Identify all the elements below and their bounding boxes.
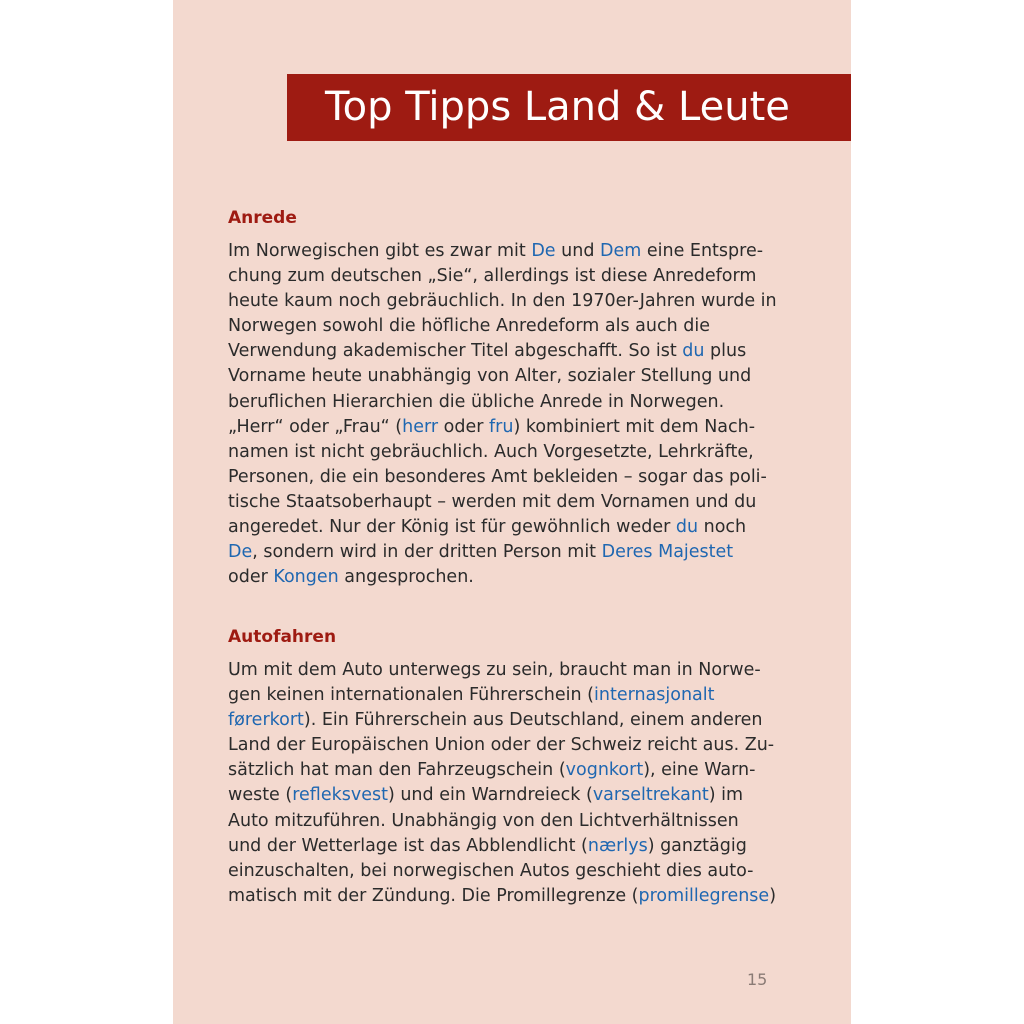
text-segment: und der Wetterlage ist das Abblendlicht ( xyxy=(228,835,588,856)
section-body-anrede xyxy=(228,239,793,590)
text-line xyxy=(228,884,793,909)
text-segment: ). Ein Führerschein aus Deutschland, einem anderen xyxy=(303,710,763,731)
norwegian-term: promillegrense xyxy=(638,885,770,906)
text-segment: plus xyxy=(704,341,747,362)
text-segment: und xyxy=(555,241,600,261)
text-line xyxy=(228,809,793,834)
norwegian-term: Kongen xyxy=(273,567,339,588)
text-line xyxy=(228,390,793,415)
section-body-autofahren xyxy=(228,658,793,909)
text-segment: Vorname heute unabhängig von Alter, sozialer Stellung und xyxy=(228,366,752,387)
text-segment: chung zum deutschen „Sie“, allerdings ist diese Anredeform xyxy=(228,266,757,287)
text-segment: Personen, die ein besonderes Amt bekleiden – sogar das poli- xyxy=(228,466,767,487)
text-line xyxy=(228,540,793,565)
text-line xyxy=(228,758,793,783)
text-segment: Auto mitzuführen. Unabhängig von den Lichtverhältnissen xyxy=(228,810,739,831)
norwegian-term: førerkort xyxy=(228,710,304,731)
norwegian-term: herr xyxy=(402,416,439,437)
text-segment: angesprochen. xyxy=(338,567,474,588)
text-segment: ) und ein Warndreieck ( xyxy=(387,785,593,806)
text-line xyxy=(228,339,793,364)
text-segment: Verwendung akademischer Titel abgeschafft. So ist xyxy=(228,341,683,362)
book-page xyxy=(173,0,851,1024)
text-line xyxy=(228,783,793,808)
text-line xyxy=(228,834,793,859)
text-segment: Land der Europäischen Union oder der Schweiz reicht aus. Zu- xyxy=(228,735,775,756)
text-line xyxy=(228,264,793,289)
text-segment: eine Entspre- xyxy=(641,241,764,261)
norwegian-term: du xyxy=(675,517,699,538)
page-title: Top Tipps Land & Leute xyxy=(325,84,790,130)
section-heading-autofahren: Autofahren xyxy=(228,627,337,647)
text-segment: Im Norwegischen gibt es zwar mit xyxy=(228,241,532,261)
text-segment: sätzlich hat man den Fahrzeugschein ( xyxy=(228,760,566,781)
text-line xyxy=(228,658,793,683)
norwegian-term: refleksvest xyxy=(292,785,388,806)
text-segment: gen keinen internationalen Führerschein ( xyxy=(228,685,594,706)
page-number: 15 xyxy=(747,970,768,989)
text-segment: ) kombiniert mit dem Nach- xyxy=(513,416,756,437)
text-segment: beruflichen Hierarchien die übliche Anrede in Norwegen. xyxy=(228,391,725,412)
text-segment: tische Staatsoberhaupt – werden mit dem Vornamen und du xyxy=(228,491,757,512)
text-line xyxy=(228,289,793,314)
text-segment: namen ist nicht gebräuchlich. Auch Vorgesetzte, Lehrkräfte, xyxy=(228,441,754,462)
norwegian-term: Deres Majestet xyxy=(601,542,734,563)
text-line xyxy=(228,239,793,264)
text-line xyxy=(228,565,793,590)
text-segment: ), eine Warn- xyxy=(643,760,756,781)
text-line xyxy=(228,364,793,389)
norwegian-term: fru xyxy=(488,416,514,437)
text-segment: heute kaum noch gebräuchlich. In den 1970er-Jahren wurde in xyxy=(228,291,777,312)
text-segment: einzuschalten, bei norwegischen Autos geschieht dies auto- xyxy=(228,860,754,881)
text-line xyxy=(228,733,793,758)
text-line xyxy=(228,490,793,515)
norwegian-term: nærlys xyxy=(587,835,648,856)
text-line xyxy=(228,465,793,490)
norwegian-term: vognkort xyxy=(565,760,644,781)
text-line xyxy=(228,708,793,733)
text-segment: ) ganztägig xyxy=(647,835,747,856)
norwegian-term: De xyxy=(228,542,253,563)
text-line xyxy=(228,415,793,440)
text-segment: weste ( xyxy=(228,785,293,806)
text-segment: angeredet. Nur der König ist für gewöhnlich weder xyxy=(228,517,676,538)
section-heading-anrede: Anrede xyxy=(228,208,297,228)
norwegian-term: varseltrekant xyxy=(592,785,709,806)
text-line xyxy=(228,683,793,708)
norwegian-term: Dem xyxy=(600,241,642,261)
text-segment: , sondern wird in der dritten Person mit xyxy=(252,542,602,563)
norwegian-term: internasjonalt xyxy=(594,685,715,706)
text-segment: ) im xyxy=(708,785,744,806)
text-segment: oder xyxy=(228,567,274,588)
text-segment: ) xyxy=(769,885,777,906)
text-segment: „Herr“ oder „Frau“ ( xyxy=(228,416,403,437)
text-segment: Norwegen sowohl die höfliche Anredeform als auch die xyxy=(228,316,710,337)
text-segment: oder xyxy=(438,416,489,437)
norwegian-term: De xyxy=(531,241,556,261)
text-line xyxy=(228,440,793,465)
text-line xyxy=(228,515,793,540)
text-line xyxy=(228,314,793,339)
norwegian-term: du xyxy=(682,341,705,362)
text-segment: matisch mit der Zündung. Die Promillegrenze ( xyxy=(228,885,639,906)
title-banner xyxy=(287,74,851,141)
text-line xyxy=(228,859,793,884)
text-segment: Um mit dem Auto unterwegs zu sein, braucht man in Norwe- xyxy=(228,660,761,680)
text-segment: noch xyxy=(698,517,747,538)
